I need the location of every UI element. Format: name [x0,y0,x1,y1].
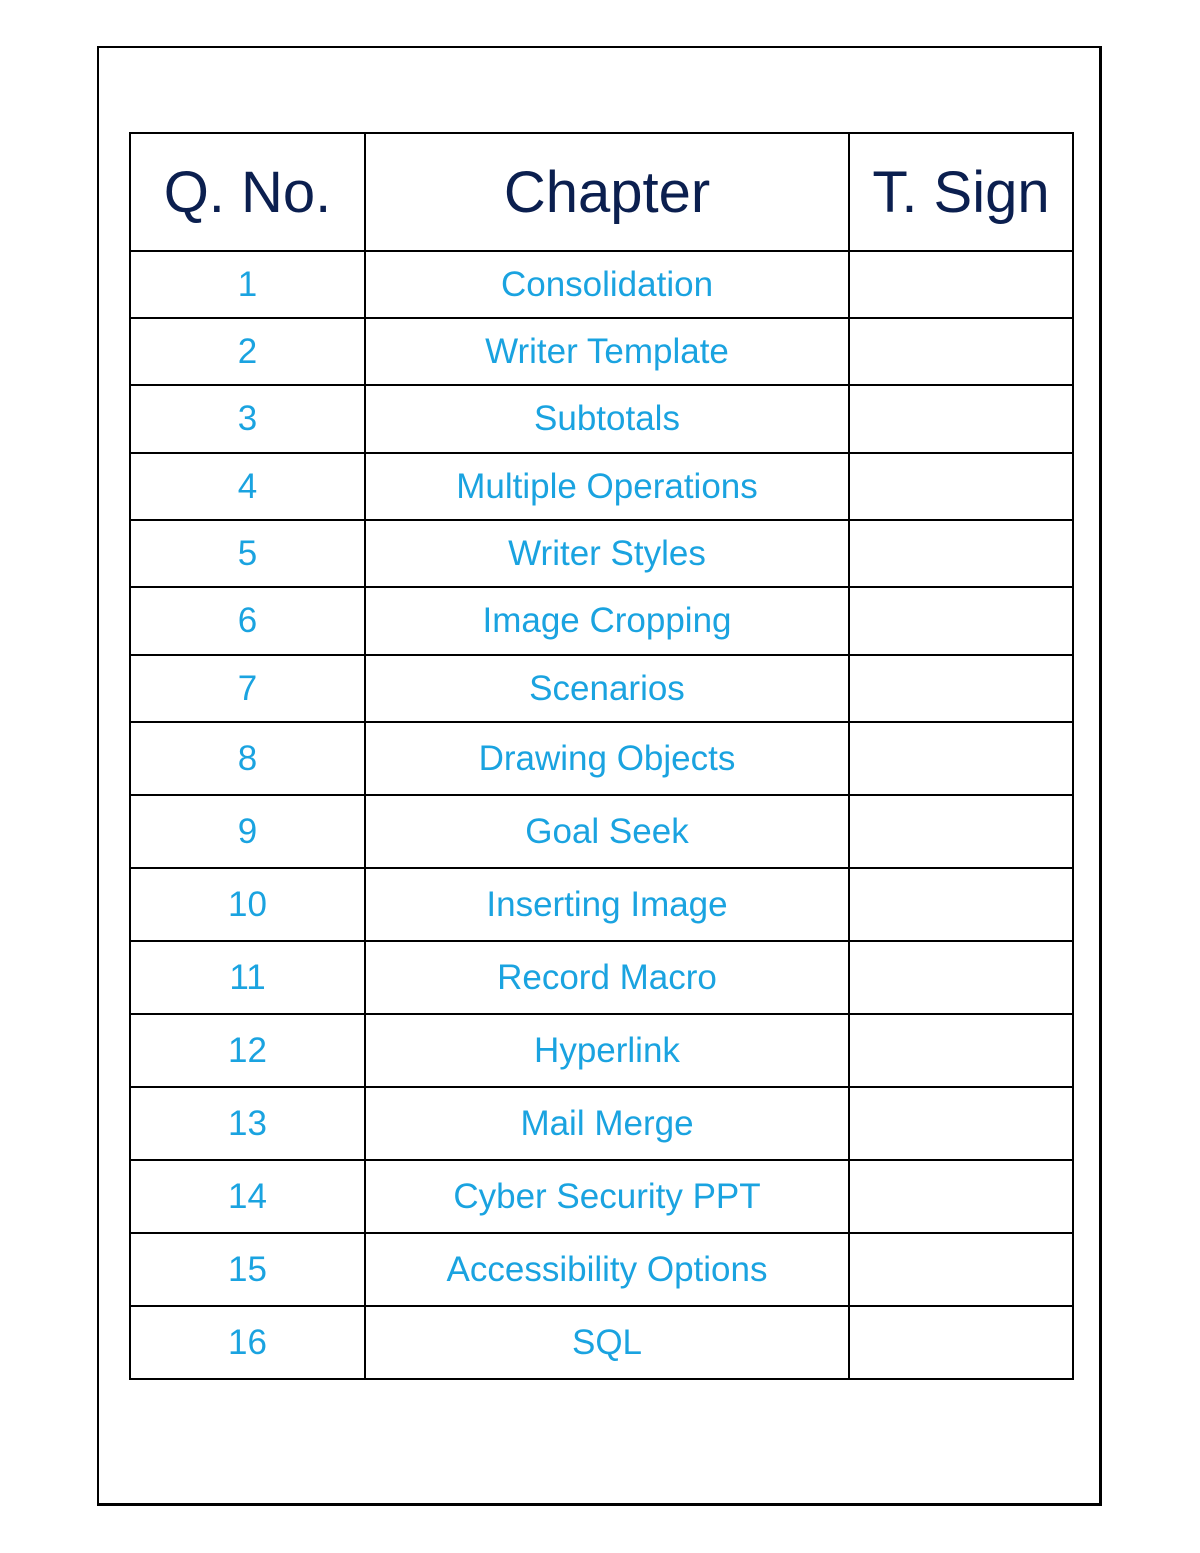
cell-chapter: Goal Seek [365,795,849,868]
table-row [130,1160,1073,1233]
table-row [130,1087,1073,1160]
cell-qno: 6 [130,587,365,655]
cell-tsign [849,587,1073,655]
index-table [129,132,1074,1380]
table-row [130,385,1073,453]
cell-chapter: Mail Merge [365,1087,849,1160]
table-row [130,318,1073,385]
cell-chapter: Image Cropping [365,587,849,655]
table-row [130,520,1073,587]
cell-tsign [849,1160,1073,1233]
cell-chapter: Writer Styles [365,520,849,587]
cell-qno: 8 [130,722,365,795]
table-row [130,655,1073,722]
cell-tsign [849,1014,1073,1087]
cell-chapter: Subtotals [365,385,849,453]
cell-tsign [849,520,1073,587]
table-row [130,868,1073,941]
cell-tsign [849,385,1073,453]
cell-chapter: SQL [365,1306,849,1379]
table-row [130,795,1073,868]
table-row [130,587,1073,655]
cell-qno: 2 [130,318,365,385]
cell-tsign [849,251,1073,318]
cell-chapter: Drawing Objects [365,722,849,795]
cell-tsign [849,655,1073,722]
cell-qno: 4 [130,453,365,520]
cell-chapter: Consolidation [365,251,849,318]
cell-qno: 1 [130,251,365,318]
cell-tsign [849,795,1073,868]
table-row [130,251,1073,318]
header-tsign: T. Sign [849,133,1073,251]
cell-tsign [849,453,1073,520]
cell-chapter: Cyber Security PPT [365,1160,849,1233]
cell-qno: 5 [130,520,365,587]
cell-tsign [849,1233,1073,1306]
table-row [130,941,1073,1014]
cell-chapter: Hyperlink [365,1014,849,1087]
table-row [130,1306,1073,1379]
header-chapter: Chapter [365,133,849,251]
cell-tsign [849,318,1073,385]
cell-tsign [849,1306,1073,1379]
header-qno: Q. No. [130,133,365,251]
cell-tsign [849,722,1073,795]
header-row [130,133,1073,251]
cell-chapter: Accessibility Options [365,1233,849,1306]
cell-tsign [849,868,1073,941]
cell-chapter: Record Macro [365,941,849,1014]
table-row [130,453,1073,520]
cell-qno: 12 [130,1014,365,1087]
cell-qno: 15 [130,1233,365,1306]
cell-tsign [849,1087,1073,1160]
table-body [130,251,1073,1379]
cell-chapter: Inserting Image [365,868,849,941]
cell-qno: 14 [130,1160,365,1233]
cell-chapter: Writer Template [365,318,849,385]
cell-qno: 11 [130,941,365,1014]
cell-chapter: Scenarios [365,655,849,722]
cell-tsign [849,941,1073,1014]
cell-qno: 7 [130,655,365,722]
cell-qno: 16 [130,1306,365,1379]
table-row [130,722,1073,795]
table-row [130,1014,1073,1087]
cell-qno: 3 [130,385,365,453]
cell-qno: 10 [130,868,365,941]
table-row [130,1233,1073,1306]
cell-chapter: Multiple Operations [365,453,849,520]
cell-qno: 9 [130,795,365,868]
cell-qno: 13 [130,1087,365,1160]
